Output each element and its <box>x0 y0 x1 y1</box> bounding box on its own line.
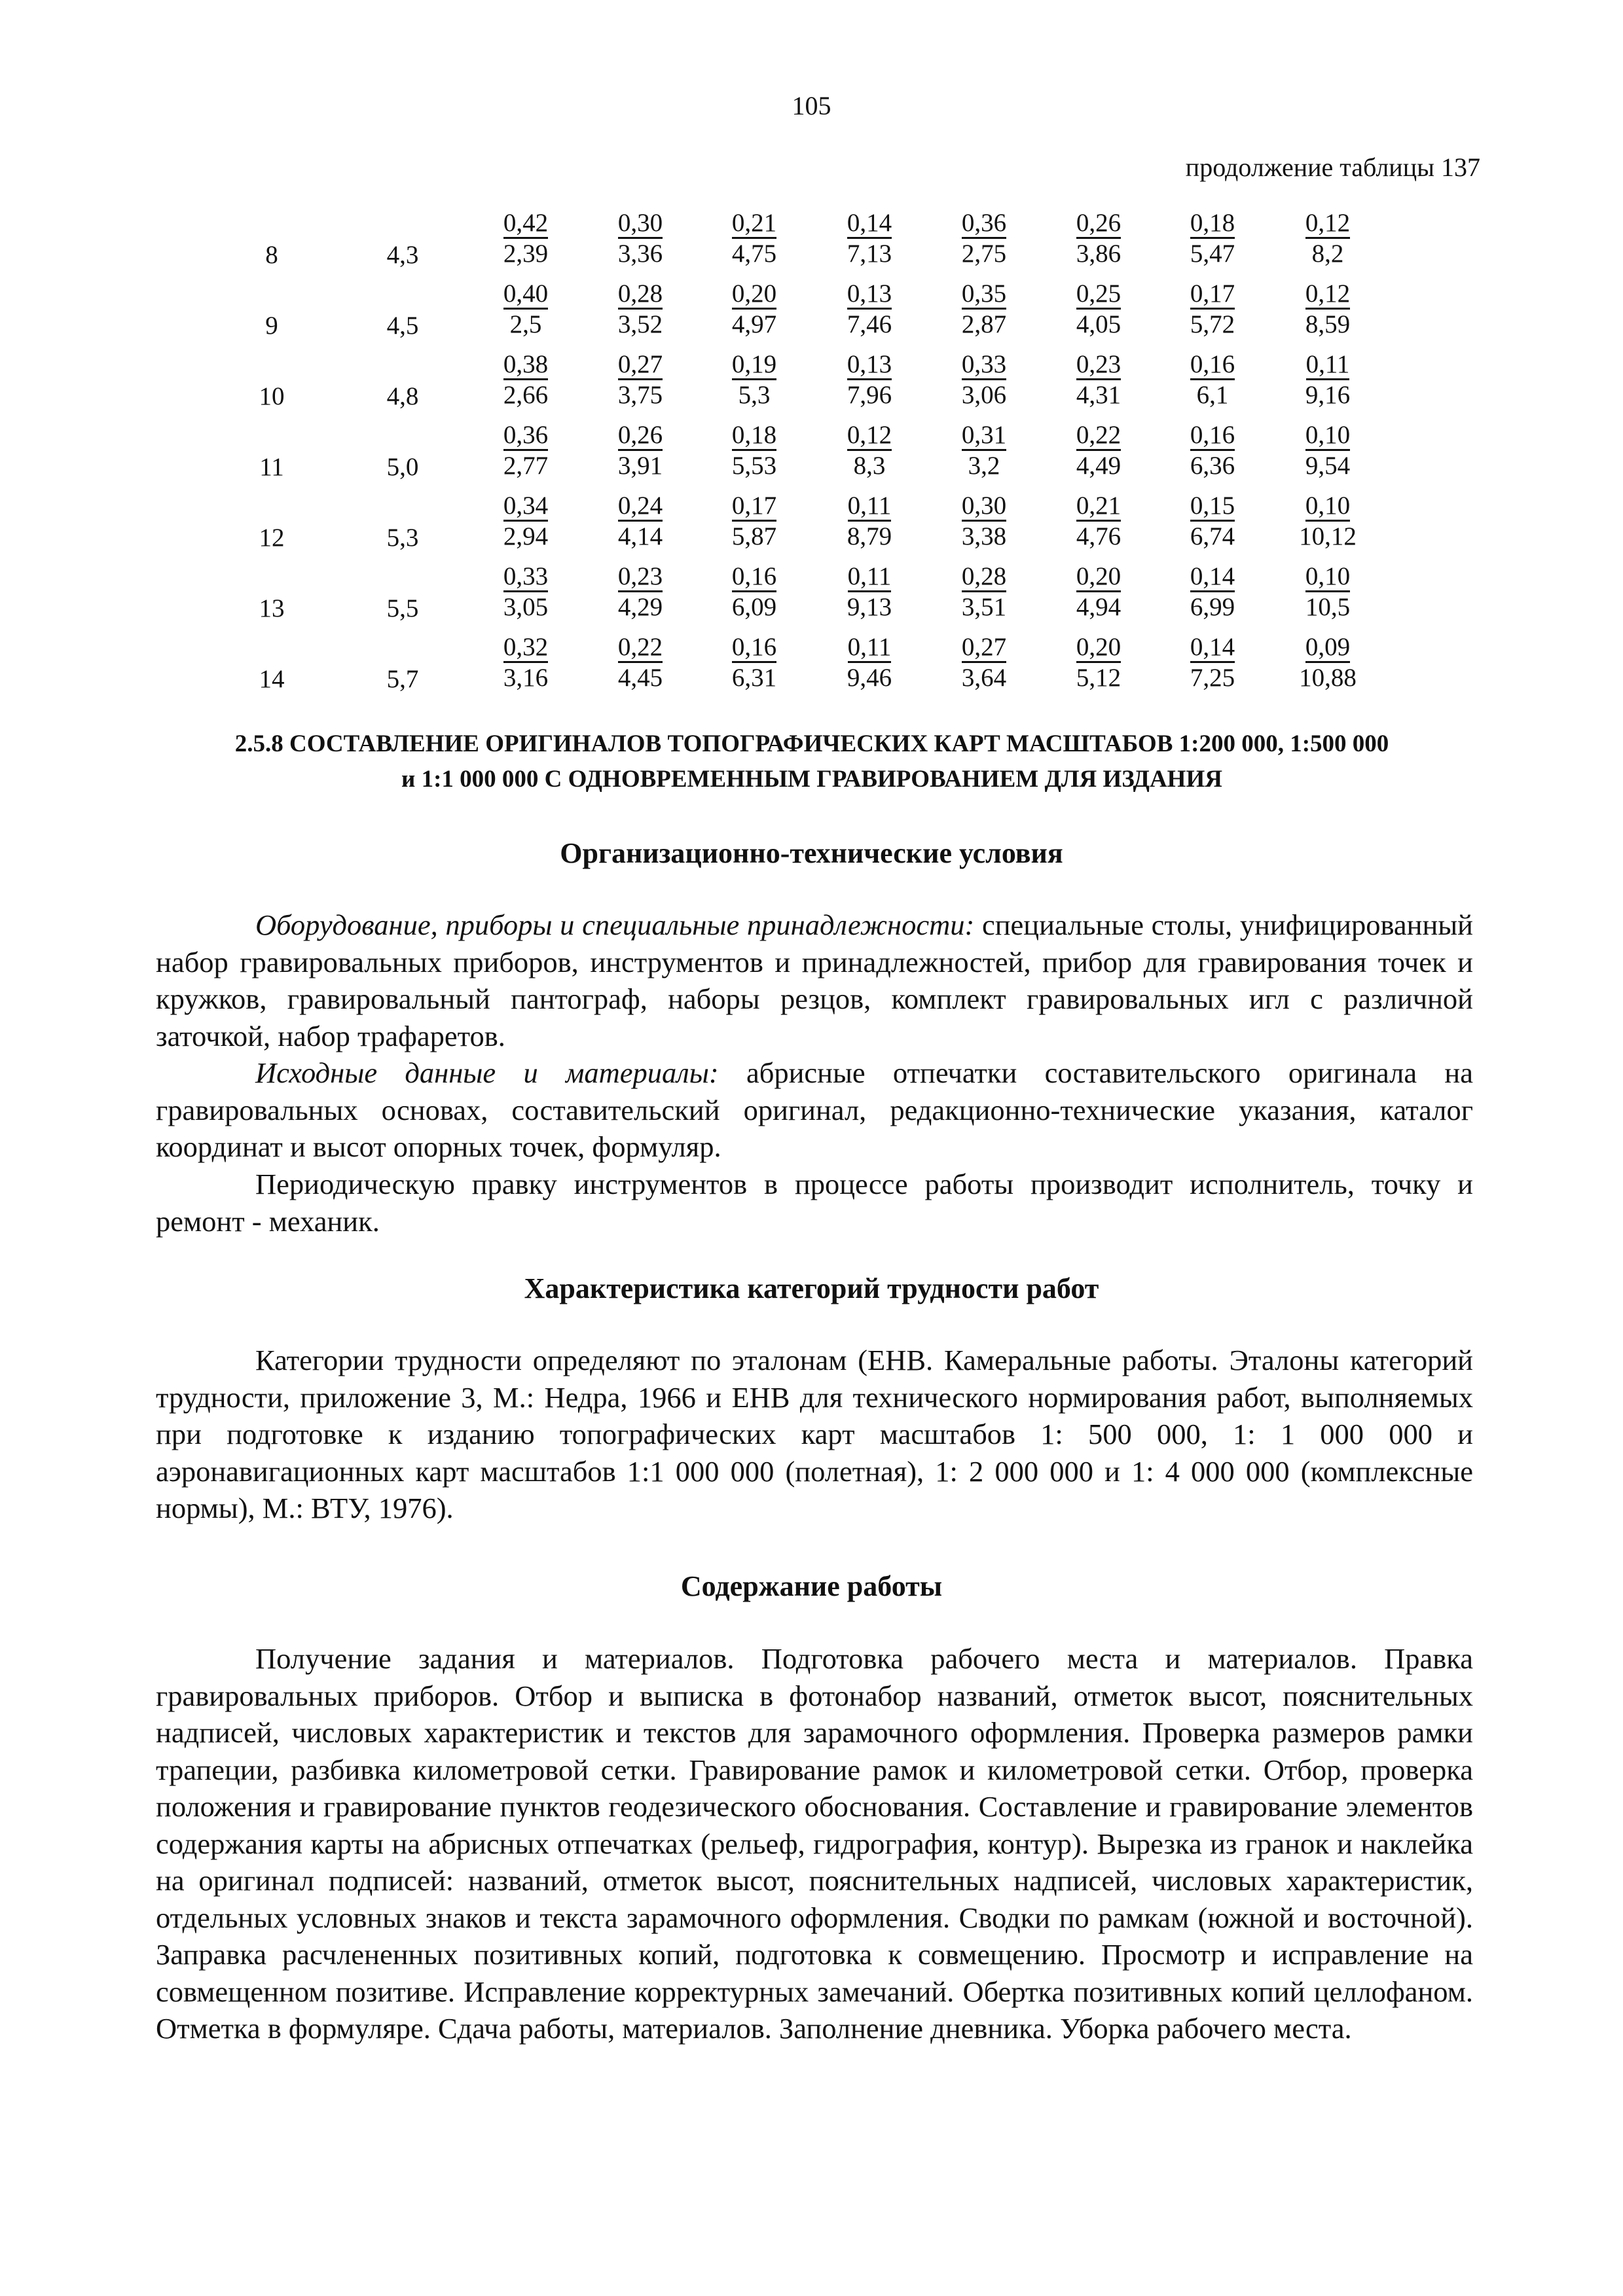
cell-denominator: 4,94 <box>1076 593 1122 621</box>
table-cell <box>824 632 915 693</box>
row-number: 9 <box>265 312 278 340</box>
work-content-paragraph: Получение задания и материалов. Подготовка рабочего места и материалов. Правка гравировальных приборов. Отбор и выписка в фотонабор названий, отметок высот, пояснительных надписей, числовых характеристик и текстов для зарамочного оформления. Проверка размеров рамки трапеции, разбивка километровой сетки. Гравирование рамок и километровой сетки. Отбор, проверка положения и гравирование пунктов геодезического обоснования. Составление и гравирование элементов содержания карты на абрисных отпечатках (рельеф, гидрография, контур). Вырезка из гранок и наклейка на оригинал подписей: названий, отметок высот, пояснительных надписей, числовых характеристик, отдельных условных знаков и текста зарамочного оформления. Сводки по рамкам (южной и восточной). Заправка расчлененных позитивных копий, подготовка к совмещению. Просмотр и исправление на совмещенном позитиве. Исправление корректурных замечаний. Обертка позитивных копий целлофаном. Отметка в формуляре. Сдача работы, материалов. Заполнение дневника. Уборка рабочего места. <box>156 1642 1473 2045</box>
cell-numerator: 0,12 <box>1305 209 1350 239</box>
cell-denominator: 9,13 <box>847 593 892 621</box>
cell-denominator: 8,2 <box>1311 240 1344 268</box>
cell-numerator: 0,17 <box>1190 280 1235 310</box>
row-number: 11 <box>259 453 284 481</box>
table-row <box>0 632 1623 703</box>
equipment-paragraph <box>156 906 1473 1054</box>
table-cell <box>480 208 572 269</box>
table-cell <box>708 350 800 410</box>
cell-denominator: 2,87 <box>961 310 1007 338</box>
cell-denominator: 2,66 <box>503 381 549 409</box>
table-cell <box>480 420 572 481</box>
cell-denominator: 2,39 <box>503 240 549 268</box>
cell-numerator: 0,11 <box>848 634 892 663</box>
cell-numerator: 0,28 <box>618 280 663 310</box>
difficulty-title: Характеристика категорий трудности работ <box>524 1272 1099 1304</box>
cell-denominator: 2,5 <box>509 310 542 338</box>
table-cell <box>1053 208 1144 269</box>
cell-numerator: 0,11 <box>848 492 892 522</box>
table-cell <box>1167 491 1258 552</box>
source-materials-label: Исходные данные и материалы: <box>255 1056 719 1089</box>
source-materials-paragraph <box>156 1054 1473 1166</box>
section-heading-line-1: 2.5.8 СОСТАВЛЕНИЕ ОРИГИНАЛОВ ТОПОГРАФИЧЕСКИХ КАРТ МАСШТАБОВ 1:200 000, 1:500 000 <box>234 730 1389 757</box>
difficulty-paragraph: Категории трудности определяют по эталонам (ЕНВ. Камеральные работы. Эталоны категорий трудности, приложение 3, М.: Недра, 1966 и ЕНВ для технического нормирования работ, выполняемых при подготовке к изданию топографических карт масштабов 1: 500 000, 1: 1 000 000 и аэронавигационных карт масштабов 1:1 000 000 (полетная), 1: 2 000 000 и 1: 4 000 000 (комплексные нормы), М.: ВТУ, 1976). <box>156 1344 1473 1524</box>
cell-numerator: 0,31 <box>962 422 1006 451</box>
row-coefficient: 4,3 <box>386 241 419 269</box>
table-cell <box>938 632 1030 693</box>
table-cell <box>1167 350 1258 410</box>
section-heading-line-2: и 1:1 000 000 С ОДНОВРЕМЕННЫМ ГРАВИРОВАНИЕМ ДЛЯ ИЗДАНИЯ <box>401 766 1222 793</box>
cell-numerator: 0,10 <box>1305 563 1350 592</box>
table-cell <box>708 420 800 481</box>
table-cell <box>594 491 686 552</box>
row-number: 10 <box>259 382 285 410</box>
cell-denominator: 6,1 <box>1196 381 1229 409</box>
table-row <box>0 491 1623 562</box>
cell-numerator: 0,36 <box>503 422 548 451</box>
cell-numerator: 0,24 <box>618 492 663 522</box>
table-cell <box>1053 420 1144 481</box>
row-coefficient: 5,0 <box>386 453 419 481</box>
table-cell <box>824 562 915 622</box>
cell-numerator: 0,26 <box>618 422 663 451</box>
cell-denominator: 9,54 <box>1305 452 1351 480</box>
cell-denominator: 5,87 <box>731 522 777 550</box>
table-cell <box>1282 350 1374 410</box>
table-cell <box>594 420 686 481</box>
cell-denominator: 5,53 <box>731 452 777 480</box>
cell-denominator: 5,72 <box>1190 310 1235 338</box>
table-cell <box>824 491 915 552</box>
cell-numerator: 0,10 <box>1305 422 1350 451</box>
table-cell <box>938 350 1030 410</box>
cell-numerator: 0,36 <box>962 209 1006 239</box>
cell-denominator: 4,31 <box>1076 381 1122 409</box>
cell-denominator: 4,14 <box>617 522 663 550</box>
cell-denominator: 3,52 <box>617 310 663 338</box>
cell-numerator: 0,10 <box>1305 492 1350 522</box>
cell-denominator: 3,86 <box>1076 240 1122 268</box>
cell-denominator: 10,12 <box>1299 522 1357 550</box>
cell-numerator: 0,15 <box>1190 492 1235 522</box>
table-cell <box>480 562 572 622</box>
cell-denominator: 2,75 <box>961 240 1007 268</box>
cell-numerator: 0,32 <box>503 634 548 663</box>
cell-denominator: 4,49 <box>1076 452 1122 480</box>
table-cell <box>1053 491 1144 552</box>
cell-denominator: 2,77 <box>503 452 549 480</box>
page-number: 105 <box>792 91 831 120</box>
row-coefficient: 5,5 <box>386 594 419 622</box>
table-cell <box>480 279 572 340</box>
table-cell <box>594 632 686 693</box>
cell-numerator: 0,16 <box>732 634 776 663</box>
cell-denominator: 4,29 <box>617 593 663 621</box>
cell-denominator: 6,74 <box>1190 522 1235 550</box>
table-cell <box>708 208 800 269</box>
cell-numerator: 0,20 <box>1076 563 1121 592</box>
table-row <box>0 562 1623 632</box>
cell-numerator: 0,13 <box>847 351 892 380</box>
table-row <box>0 208 1623 279</box>
cell-numerator: 0,11 <box>848 563 892 592</box>
cell-denominator: 4,05 <box>1076 310 1122 338</box>
table-cell <box>1053 279 1144 340</box>
row-coefficient: 5,7 <box>386 665 419 693</box>
table-cell <box>1167 562 1258 622</box>
cell-denominator: 7,96 <box>847 381 892 409</box>
cell-numerator: 0,14 <box>1190 563 1235 592</box>
cell-denominator: 4,97 <box>731 310 777 338</box>
table-cell <box>1053 562 1144 622</box>
cell-numerator: 0,18 <box>1190 209 1235 239</box>
cell-numerator: 0,34 <box>503 492 548 522</box>
row-number: 8 <box>265 241 278 269</box>
cell-denominator: 3,75 <box>617 381 663 409</box>
row-coefficient: 4,5 <box>386 312 419 340</box>
table-cell <box>1053 350 1144 410</box>
cell-numerator: 0,27 <box>618 351 663 380</box>
table-cell <box>938 562 1030 622</box>
table-cell <box>1282 632 1374 693</box>
table-cell <box>824 350 915 410</box>
cell-denominator: 3,05 <box>503 593 549 621</box>
cell-numerator: 0,30 <box>618 209 663 239</box>
table-row <box>0 279 1623 350</box>
table-cell <box>938 491 1030 552</box>
cell-denominator: 5,47 <box>1190 240 1235 268</box>
cell-numerator: 0,12 <box>847 422 892 451</box>
cell-numerator: 0,14 <box>847 209 892 239</box>
table-cell <box>938 208 1030 269</box>
row-number: 13 <box>259 594 285 622</box>
cell-numerator: 0,19 <box>732 351 776 380</box>
cell-numerator: 0,09 <box>1305 634 1350 663</box>
cell-numerator: 0,42 <box>503 209 548 239</box>
table-cell <box>824 279 915 340</box>
cell-denominator: 7,25 <box>1190 664 1235 692</box>
cell-numerator: 0,20 <box>1076 634 1121 663</box>
cell-numerator: 0,33 <box>503 563 548 592</box>
cell-numerator: 0,16 <box>1190 351 1235 380</box>
cell-numerator: 0,17 <box>732 492 776 522</box>
cell-denominator: 3,91 <box>617 452 663 480</box>
table-cell <box>1282 491 1374 552</box>
table-cell <box>938 279 1030 340</box>
cell-denominator: 3,38 <box>961 522 1007 550</box>
work-content-title: Содержание работы <box>680 1570 943 1602</box>
table-cell <box>1167 420 1258 481</box>
row-coefficient: 5,3 <box>386 524 419 552</box>
table-cell <box>1167 632 1258 693</box>
cell-denominator: 4,76 <box>1076 522 1122 550</box>
table-row <box>0 350 1623 420</box>
cell-denominator: 6,31 <box>731 664 777 692</box>
cell-denominator: 8,59 <box>1305 310 1351 338</box>
cell-numerator: 0,16 <box>732 563 776 592</box>
table-row <box>0 420 1623 491</box>
table-cell <box>1282 420 1374 481</box>
table-cell <box>1282 562 1374 622</box>
table-cell <box>708 491 800 552</box>
table-cell <box>480 491 572 552</box>
cell-numerator: 0,23 <box>1076 351 1121 380</box>
cell-denominator: 10,5 <box>1305 593 1351 621</box>
cell-numerator: 0,23 <box>618 563 663 592</box>
table-cell <box>480 350 572 410</box>
cell-numerator: 0,27 <box>962 634 1006 663</box>
source-materials-text: абрисные отпечатки составительского оригинала на гравировальных основах, составительский оригинал, редакционно-технические указания, каталог координат и высот опорных точек, формуляр. <box>156 1056 1473 1163</box>
table-cell <box>1167 208 1258 269</box>
row-number: 14 <box>259 665 285 693</box>
table-cell <box>480 632 572 693</box>
cell-numerator: 0,13 <box>847 280 892 310</box>
cell-denominator: 7,13 <box>847 240 892 268</box>
org-conditions-title: Организационно-технические условия <box>560 837 1063 869</box>
cell-numerator: 0,22 <box>618 634 663 663</box>
cell-denominator: 5,12 <box>1076 664 1122 692</box>
cell-denominator: 6,36 <box>1190 452 1235 480</box>
cell-numerator: 0,28 <box>962 563 1006 592</box>
table-cell <box>938 420 1030 481</box>
cell-denominator: 2,94 <box>503 522 549 550</box>
cell-denominator: 3,51 <box>961 593 1007 621</box>
cell-denominator: 10,88 <box>1299 664 1357 692</box>
cell-denominator: 3,16 <box>503 664 549 692</box>
cell-denominator: 3,06 <box>961 381 1007 409</box>
cell-numerator: 0,20 <box>732 280 776 310</box>
cell-numerator: 0,25 <box>1076 280 1121 310</box>
table-continuation-label: продолжение таблицы 137 <box>1185 152 1480 182</box>
row-number: 12 <box>259 524 285 552</box>
table-cell <box>594 279 686 340</box>
table-cell <box>708 279 800 340</box>
cell-numerator: 0,21 <box>732 209 776 239</box>
equipment-text: специальные столы, унифицированный набор гравировальных приборов, инструментов и принадлежностей, прибор для гравирования точек и кружков, гравировальный пантограф, наборы резцов, комплект гравировальных игл с различной заточкой, набор трафаретов. <box>156 908 1473 1052</box>
cell-denominator: 4,75 <box>731 240 777 268</box>
data-table <box>0 208 1623 703</box>
cell-denominator: 7,46 <box>847 310 892 338</box>
cell-numerator: 0,38 <box>503 351 548 380</box>
cell-denominator: 9,16 <box>1305 381 1351 409</box>
cell-denominator: 3,36 <box>617 240 663 268</box>
cell-numerator: 0,22 <box>1076 422 1121 451</box>
table-cell <box>594 350 686 410</box>
table-cell <box>1282 279 1374 340</box>
cell-numerator: 0,33 <box>962 351 1006 380</box>
table-cell <box>824 420 915 481</box>
table-cell <box>1282 208 1374 269</box>
cell-denominator: 3,64 <box>961 664 1007 692</box>
cell-numerator: 0,30 <box>962 492 1006 522</box>
cell-numerator: 0,14 <box>1190 634 1235 663</box>
cell-numerator: 0,26 <box>1076 209 1121 239</box>
table-cell <box>1167 279 1258 340</box>
cell-denominator: 9,46 <box>847 664 892 692</box>
table-cell <box>708 632 800 693</box>
table-cell <box>1053 632 1144 693</box>
row-coefficient: 4,8 <box>386 382 419 410</box>
cell-numerator: 0,40 <box>503 280 548 310</box>
cell-denominator: 4,45 <box>617 664 663 692</box>
table-cell <box>824 208 915 269</box>
section-heading <box>144 726 1480 797</box>
cell-numerator: 0,16 <box>1190 422 1235 451</box>
cell-numerator: 0,12 <box>1305 280 1350 310</box>
cell-denominator: 8,79 <box>847 522 892 550</box>
cell-denominator: 6,09 <box>731 593 777 621</box>
cell-denominator: 8,3 <box>853 452 886 480</box>
cell-denominator: 3,2 <box>968 452 1000 480</box>
cell-numerator: 0,18 <box>732 422 776 451</box>
table-cell <box>594 562 686 622</box>
table-cell <box>708 562 800 622</box>
equipment-label: Оборудование, приборы и специальные принадлежности: <box>255 908 975 941</box>
cell-numerator: 0,11 <box>1306 351 1350 380</box>
cell-denominator: 6,99 <box>1190 593 1235 621</box>
cell-numerator: 0,21 <box>1076 492 1121 522</box>
cell-numerator: 0,35 <box>962 280 1006 310</box>
maintenance-paragraph: Периодическую правку инструментов в процессе работы производит исполнитель, точку и ремонт - механик. <box>156 1168 1473 1238</box>
table-cell <box>594 208 686 269</box>
cell-denominator: 5,3 <box>738 381 771 409</box>
